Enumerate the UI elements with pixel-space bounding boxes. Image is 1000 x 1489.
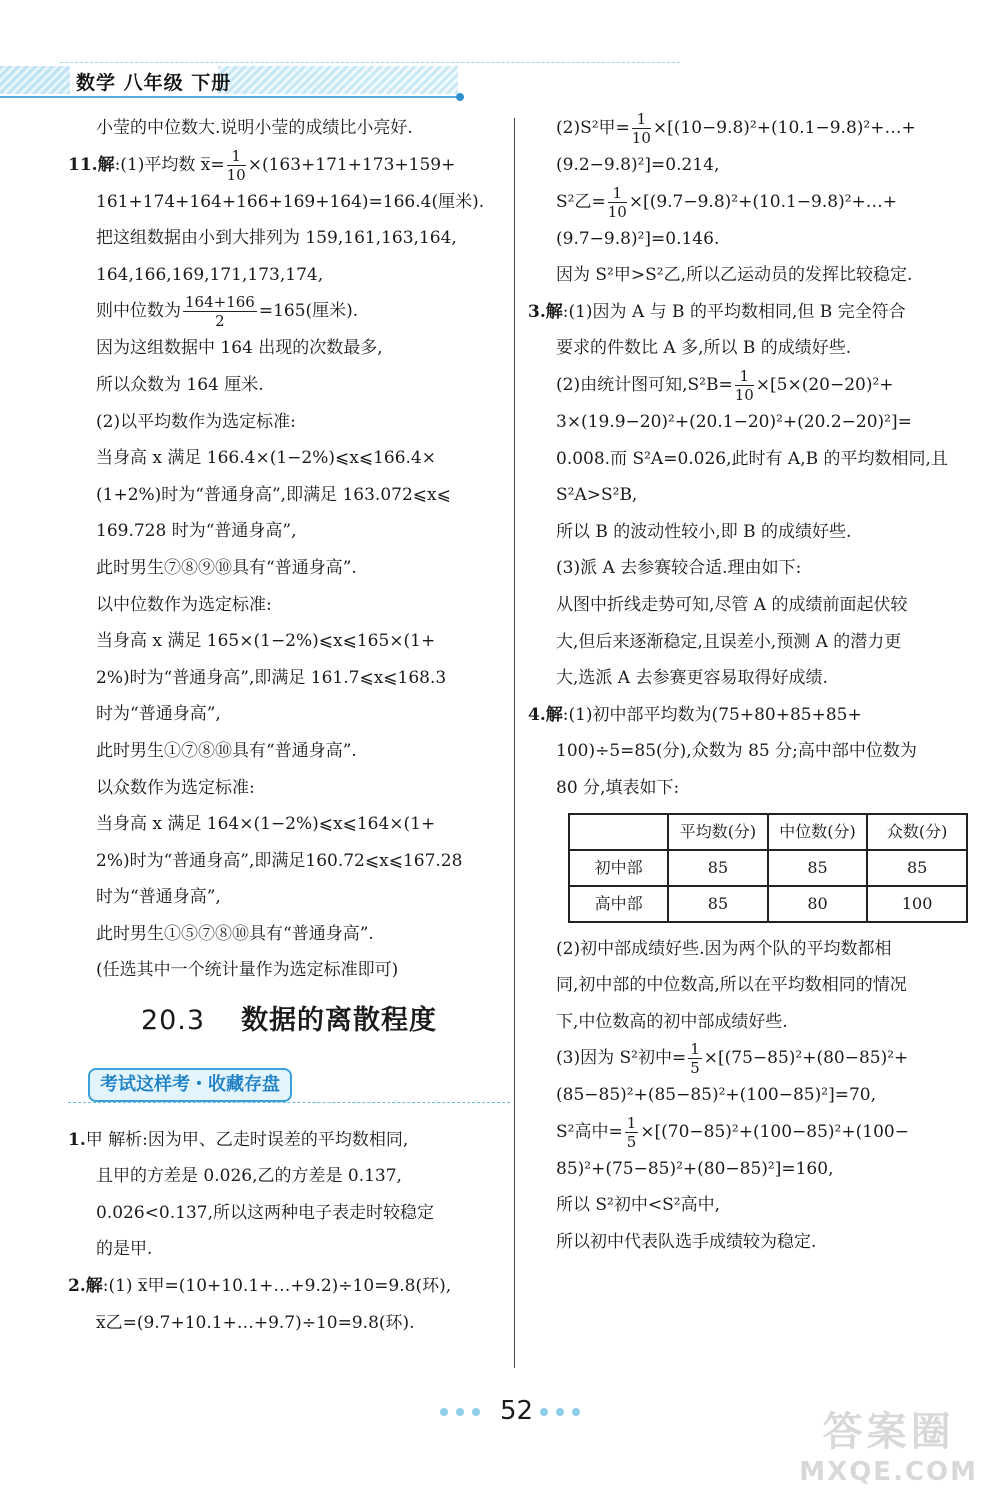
section-heading: 数据的离散程度 [241,1005,438,1037]
question-2 [68,1268,510,1305]
text-line [528,110,968,147]
question-number: 3.解 [528,301,563,322]
text-line: 因为 S²甲>S²乙,所以乙运动员的发挥比较稳定. [556,265,913,286]
text-line: (2)初中部成绩好些.因为两个队的平均数都相 [556,938,892,959]
text-line: (任选其中一个统计量作为选定标准即可) [96,960,399,981]
question-4 [528,697,968,734]
table-row [569,850,967,886]
text-span: :(1)平均数 x̅= [114,154,225,175]
text-line: 此时男生①⑦⑧⑩具有“普通身高”. [96,740,357,761]
text-line: 的是甲. [96,1239,153,1260]
text-line [528,367,968,404]
denominator: 2 [215,312,225,331]
text-span: :(1)因为 A 与 B 的平均数相同,但 B 完全符合 [562,301,906,322]
text-span: (2)由统计图可知,S²B= [556,374,733,395]
text-line: (9.2−9.8)²]=0.214, [556,155,720,175]
text-span: ×(163+171+173+159+ [247,154,456,175]
page-header [0,58,680,102]
text-line: 当身高 x 满足 166.4×(1−2%)⩽x⩽166.4× [96,448,436,469]
fraction [625,1114,639,1151]
text-line: 此时男生⑦⑧⑨⑩具有“普通身高”. [96,557,357,578]
question-number: 2.解 [68,1276,103,1297]
text-line: 当身高 x 满足 165×(1−2%)⩽x⩽165×(1+ [96,631,436,652]
denominator: 10 [631,129,651,147]
text-line: 以众数作为选定标准: [96,777,255,798]
numerator: 1 [626,1113,637,1132]
text-line [528,1040,968,1077]
text-span: ×[5×(20−20)²+ [755,374,894,395]
table-cell: 高中部 [569,886,668,922]
text-line: 80 分,填表如下: [556,777,680,798]
denominator: 10 [734,385,754,404]
text-line: (85−85)²+(85−85)²+(100−85)²]=70, [556,1085,876,1106]
text-line: 大,但后来逐渐稳定,且误差小,预测 A 的潜力更 [556,631,902,652]
table-cell: 85 [668,850,768,886]
text-line: 以中位数作为选定标准: [96,594,272,615]
exam-badge [68,1064,510,1110]
table-header-cell [569,814,668,850]
badge-line [68,1102,510,1103]
question-11 [68,147,510,184]
section-number: 20.3 [140,1005,206,1037]
footer-dot [456,1408,464,1416]
text-span: (2)S²甲= [556,118,630,138]
table-cell: 85 [668,886,768,922]
text-line [528,184,968,221]
fraction [735,367,754,404]
text-span: (3)因为 S²初中= [556,1048,687,1069]
text-line: 85)²+(75−85)²+(80−85)²]=160, [556,1158,834,1179]
text-span: S²乙= [556,191,606,212]
table-cell: 初中部 [569,850,668,886]
text-line: 从图中折线走势可知,尽管 A 的成绩前面起伏较 [556,594,908,615]
text-line: x̅乙=(9.7+10.1+…+9.7)÷10=9.8(环). [96,1312,415,1333]
text-span: :(1) x̅甲=(10+10.1+…+9.2)÷10=9.8(环), [102,1276,452,1297]
text-line: 所以初中代表队选手成绩较为稳定. [556,1232,817,1253]
header-dashed-line [60,62,680,63]
fraction [227,147,246,184]
numerator: 1 [608,184,627,203]
table-row [569,886,967,922]
text-span: ×[(70−85)²+(100−85)²+(100− [640,1121,909,1142]
table-header-cell: 中位数(分) [768,814,868,850]
text-line: 当身高 x 满足 164×(1−2%)⩽x⩽164×(1+ [96,814,436,835]
text-line: 所以众数为 164 厘米. [96,374,264,395]
question-number: 11.解 [68,154,115,175]
text-line: 161+174+164+166+169+164)=166.4(厘米). [96,191,485,212]
table-header-cell: 平均数(分) [668,814,768,850]
text-span: ×[(9.7−9.8)²+(10.1−9.8)²+…+ [628,191,898,212]
question-number: 4.解 [528,704,563,725]
numerator: 164+166 [185,293,255,312]
left-column [68,110,510,1341]
text-line: 此时男生①⑤⑦⑧⑩具有“普通身高”. [96,923,374,944]
table-cell: 80 [768,886,868,922]
text-span: =165(厘米). [258,301,359,322]
footer-dot [556,1408,564,1416]
text-line: 0.026<0.137,所以这两种电子表走时较稳定 [96,1202,434,1223]
table-header-cell: 众数(分) [867,814,967,850]
watermark-url: MXQE.COM [799,1457,978,1487]
column-divider [514,118,515,1368]
text-line: 把这组数据由小到大排列为 159,161,163,164, [96,228,457,249]
footer-dot [540,1408,548,1416]
watermark-logo-text: 答案圈 [822,1409,955,1455]
badge-label: 考试这样考・收藏存盘 [88,1068,292,1102]
denominator: 5 [626,1132,637,1151]
text-span: S²高中= [556,1121,623,1142]
fraction [688,1040,702,1077]
numerator: 1 [690,1040,700,1059]
text-line: 2%)时为“普通身高”,即满足 161.7⩽x⩽168.3 [96,667,447,688]
text-line: 164,166,169,171,173,174, [96,264,324,285]
table-cell: 100 [867,886,967,922]
text-span: 甲 解析:因为甲、乙走时误差的平均数相同, [85,1129,409,1150]
footer-dot [472,1408,480,1416]
text-line: 所以 B 的波动性较小,即 B 的成绩好些. [556,521,852,542]
header-underline [0,96,460,98]
question-1 [68,1122,510,1159]
text-line: (9.7−9.8)²]=0.146. [556,228,720,249]
text-line: 时为“普通身高”, [96,887,221,908]
score-table [568,813,968,923]
text-line: (2)以平均数作为选定标准: [96,411,296,432]
page-number: 52 [500,1396,534,1426]
fraction [608,184,627,221]
numerator: 1 [227,147,246,166]
text-line: 时为“普通身高”, [96,704,221,725]
numerator: 1 [632,110,651,129]
footer-dot [572,1408,580,1416]
text-line: (1+2%)时为“普通身高”,即满足 163.072⩽x⩽ [96,484,451,505]
text-line: 同,初中部的中位数高,所以在平均数相同的情况 [556,975,907,996]
header-stripe-right [218,66,458,94]
table-header-row [569,814,967,850]
right-column [528,110,968,1261]
text-line: 100)÷5=85(分),众数为 85 分;高中部中位数为 [556,741,917,762]
text-span: 则中位数为 [96,301,181,322]
fraction [183,293,257,330]
text-line: 所以 S²初中<S²高中, [556,1195,720,1216]
text-span: ×[(10−9.8)²+(10.1−9.8)²+…+ [652,118,916,138]
header-dot [456,93,464,101]
text-line: 要求的件数比 A 多,所以 B 的成绩好些. [556,338,852,359]
text-line: 小莹的中位数大.说明小莹的成绩比小亮好. [96,118,413,138]
numerator: 1 [735,367,754,386]
text-line: 0.008.而 S²A=0.026,此时有 A,B 的平均数相同,且 [556,448,948,469]
watermark [799,1400,978,1487]
section-title [68,1003,510,1040]
text-line: 169.728 时为“普通身高”, [96,521,297,542]
fraction [632,110,651,147]
table-cell: 85 [768,850,868,886]
footer-dot [440,1408,448,1416]
text-line: 因为这组数据中 164 出现的次数最多, [96,338,383,359]
table-cell: 85 [867,850,967,886]
text-span: :(1)初中部平均数为(75+80+85+85+ [562,704,862,725]
denominator: 10 [226,165,246,184]
text-line [528,1114,968,1151]
text-line [68,293,510,330]
text-line: 大,选派 A 去参赛更容易取得好成绩. [556,668,828,689]
question-number: 1. [68,1129,86,1150]
header-stripe-left [0,66,70,94]
denominator: 5 [690,1059,700,1078]
text-line: 2%)时为“普通身高”,即满足160.72⩽x⩽167.28 [96,850,463,871]
question-3 [528,294,968,331]
book-title: 数学 八年级 下册 [76,72,232,94]
text-line: S²A>S²B, [556,485,638,506]
text-line: (3)派 A 去参赛较合适.理由如下: [556,558,802,579]
denominator: 10 [607,202,627,221]
text-line: 下,中位数高的初中部成绩好些. [556,1011,788,1032]
text-line: 3×(19.9−20)²+(20.1−20)²+(20.2−20)²]= [556,411,912,432]
text-line: 且甲的方差是 0.026,乙的方差是 0.137, [96,1166,402,1187]
text-span: ×[(75−85)²+(80−85)²+ [703,1048,909,1069]
